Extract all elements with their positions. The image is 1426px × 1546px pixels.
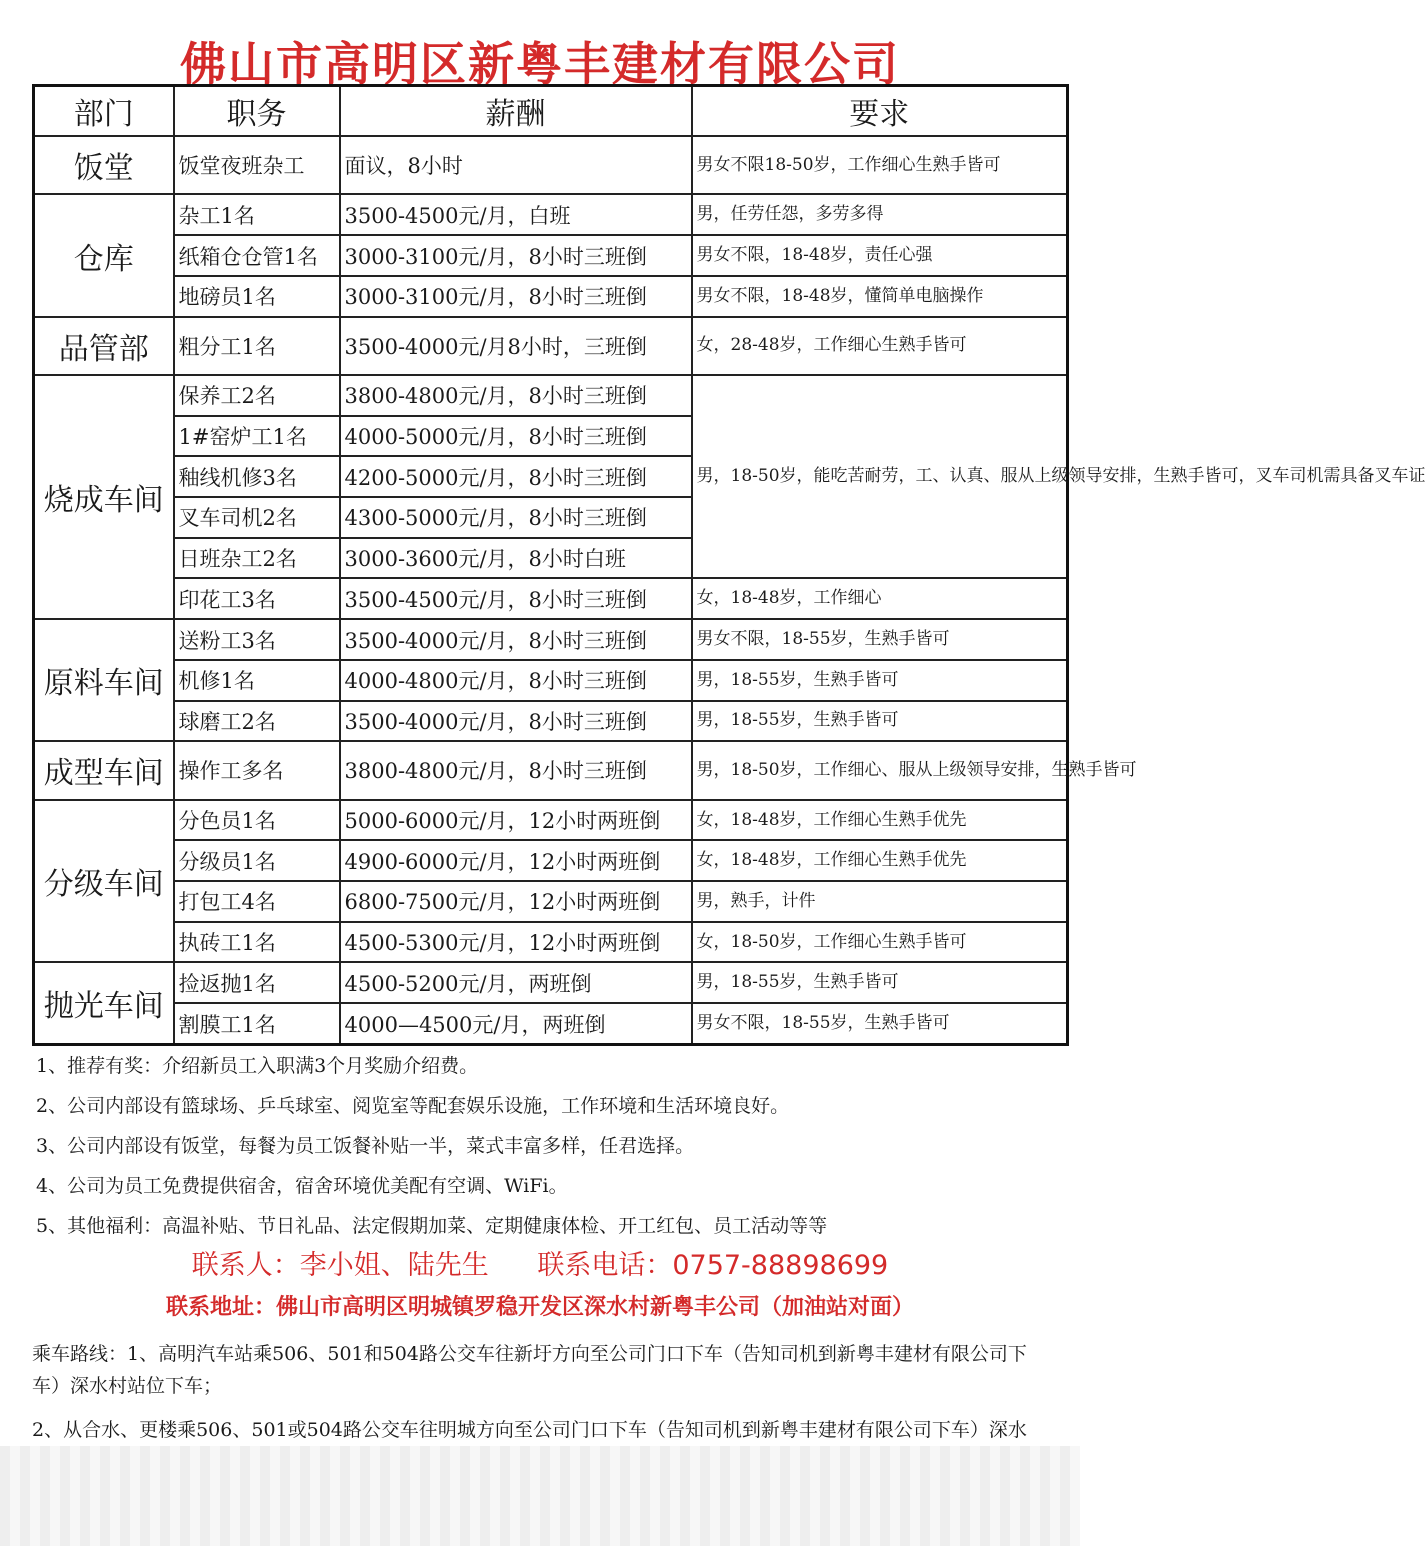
position-cell: 捡返抛1名 [174, 962, 340, 1003]
requirement-cell: 男女不限，18-48岁，懂简单电脑操作 [692, 276, 1068, 317]
position-cell: 执砖工1名 [174, 922, 340, 963]
department-cell: 分级车间 [34, 800, 174, 963]
department-cell: 抛光车间 [34, 962, 174, 1044]
salary-cell: 4900-6000元/月，12小时两班倒 [340, 840, 692, 881]
table-row [34, 741, 1068, 799]
position-cell: 球磨工2名 [174, 701, 340, 742]
table-header-row [34, 86, 1068, 137]
requirement-cell: 女，18-48岁，工作细心 [692, 578, 1068, 619]
table-row [34, 800, 1068, 841]
salary-cell: 4300-5000元/月，8小时三班倒 [340, 497, 692, 538]
contact-line [0, 1244, 1080, 1288]
position-cell: 釉线机修3名 [174, 456, 340, 497]
position-cell: 分级员1名 [174, 840, 340, 881]
requirement-cell: 男女不限18-50岁，工作细心生熟手皆可 [692, 136, 1068, 194]
position-cell: 割膜工1名 [174, 1003, 340, 1044]
position-cell: 饭堂夜班杂工 [174, 136, 340, 194]
position-cell: 机修1名 [174, 660, 340, 701]
salary-cell: 3500-4000元/月8小时，三班倒 [340, 317, 692, 375]
position-cell: 送粉工3名 [174, 619, 340, 660]
position-cell: 纸箱仓仓管1名 [174, 235, 340, 276]
requirement-cell: 男女不限，18-48岁，责任心强 [692, 235, 1068, 276]
contact-person: 联系人：李小姐、陆先生 [191, 1250, 489, 1281]
benefit-notes [36, 1046, 1056, 1246]
position-cell: 1#窑炉工1名 [174, 416, 340, 457]
note-item: 2、公司内部设有篮球场、乒乓球室、阅览室等配套娱乐设施，工作环境和生活环境良好。 [36, 1095, 790, 1117]
note-item: 5、其他福利：高温补贴、节日礼品、法定假期加菜、定期健康体检、开工红包、员工活动等等 [36, 1215, 828, 1237]
bottom-fade-overlay [0, 1446, 1080, 1546]
requirement-cell: 女，28-48岁，工作细心生熟手皆可 [692, 317, 1068, 375]
table-row [34, 317, 1068, 375]
note-item: 4、公司为员工免费提供宿舍，宿舍环境优美配有空调、WiFi。 [36, 1175, 568, 1197]
header-position: 职务 [174, 86, 340, 137]
department-cell: 成型车间 [34, 741, 174, 799]
salary-cell: 4500-5300元/月，12小时两班倒 [340, 922, 692, 963]
table-row [34, 375, 1068, 416]
position-cell: 地磅员1名 [174, 276, 340, 317]
requirement-cell: 男，任劳任怨，多劳多得 [692, 194, 1068, 235]
table-row [34, 136, 1068, 194]
salary-cell: 3500-4000元/月，8小时三班倒 [340, 701, 692, 742]
table-row [34, 1003, 1068, 1044]
department-cell: 原料车间 [34, 619, 174, 741]
job-table [32, 84, 1426, 1046]
bus-route-1: 乘车路线：1、高明汽车站乘506、501和504路公交车往新圩方向至公司门口下车（告知司机到新粤丰建材有限公司下车）深水村站位下车； [32, 1343, 1027, 1397]
salary-cell: 4500-5200元/月，两班倒 [340, 962, 692, 1003]
requirement-cell: 男女不限，18-55岁，生熟手皆可 [692, 619, 1068, 660]
page-title: 佛山市高明区新粤丰建材有限公司 [180, 37, 900, 91]
requirement-cell: 男，18-55岁，生熟手皆可 [692, 962, 1068, 1003]
salary-cell: 3000-3600元/月，8小时白班 [340, 538, 692, 579]
department-cell: 饭堂 [34, 136, 174, 194]
requirement-cell: 男，18-55岁，生熟手皆可 [692, 660, 1068, 701]
salary-cell: 6800-7500元/月，12小时两班倒 [340, 881, 692, 922]
salary-cell: 5000-6000元/月，12小时两班倒 [340, 800, 692, 841]
salary-cell: 3000-3100元/月，8小时三班倒 [340, 235, 692, 276]
table-row [34, 194, 1068, 235]
table-row [34, 840, 1068, 881]
header-requirement: 要求 [692, 86, 1068, 137]
contact-phone: 联系电话：0757-88898699 [537, 1250, 889, 1281]
requirement-cell: 男，熟手，计件 [692, 881, 1068, 922]
position-cell: 印花工3名 [174, 578, 340, 619]
table-row [34, 235, 1068, 276]
salary-cell: 3500-4500元/月，白班 [340, 194, 692, 235]
position-cell: 杂工1名 [174, 194, 340, 235]
position-cell: 粗分工1名 [174, 317, 340, 375]
table-row [34, 276, 1068, 317]
department-cell: 烧成车间 [34, 375, 174, 619]
requirement-cell: 男女不限，18-55岁，生熟手皆可 [692, 1003, 1068, 1044]
salary-cell: 3800-4800元/月，8小时三班倒 [340, 741, 692, 799]
requirement-cell: 女，18-50岁，工作细心生熟手皆可 [692, 922, 1068, 963]
position-cell: 操作工多名 [174, 741, 340, 799]
table-row [34, 701, 1068, 742]
position-cell: 打包工4名 [174, 881, 340, 922]
salary-cell: 4200-5000元/月，8小时三班倒 [340, 456, 692, 497]
requirement-cell: 男，18-55岁，生熟手皆可 [692, 701, 1068, 742]
salary-cell: 3500-4000元/月，8小时三班倒 [340, 619, 692, 660]
table-row [34, 619, 1068, 660]
bus-route-2: 2、从合水、更楼乘506、501或504路公交车往明城方向至公司门口下车（告知司机到新粤丰建材有限公司下车）深水 [32, 1419, 1027, 1441]
table-row [34, 881, 1068, 922]
salary-cell: 3500-4500元/月，8小时三班倒 [340, 578, 692, 619]
contact-address: 联系地址：佛山市高明区明城镇罗稳开发区深水村新粤丰公司（加油站对面） [165, 1295, 914, 1320]
note-item: 1、推荐有奖：介绍新员工入职满3个月奖励介绍费。 [36, 1055, 479, 1077]
table-row [34, 660, 1068, 701]
header-department: 部门 [34, 86, 174, 137]
department-cell: 仓库 [34, 194, 174, 316]
department-cell: 品管部 [34, 317, 174, 375]
position-cell: 保养工2名 [174, 375, 340, 416]
requirement-cell: 女，18-48岁，工作细心生熟手优先 [692, 840, 1068, 881]
salary-cell: 4000-4800元/月，8小时三班倒 [340, 660, 692, 701]
salary-cell: 4000—4500元/月，两班倒 [340, 1003, 692, 1044]
table-row [34, 578, 1068, 619]
salary-cell: 3000-3100元/月，8小时三班倒 [340, 276, 692, 317]
position-cell: 日班杂工2名 [174, 538, 340, 579]
note-item: 3、公司内部设有饭堂，每餐为员工饭餐补贴一半，菜式丰富多样，任君选择。 [36, 1135, 695, 1157]
requirement-cell: 男，18-50岁，工作细心、服从上级领导安排，生熟手皆可 [692, 741, 1068, 799]
position-cell: 叉车司机2名 [174, 497, 340, 538]
salary-cell: 3800-4800元/月，8小时三班倒 [340, 375, 692, 416]
salary-cell: 面议，8小时 [340, 136, 692, 194]
requirement-cell: 男，18-50岁，能吃苦耐劳，工、认真、服从上级领导安排，生熟手皆可，叉车司机需具备叉车证 [692, 375, 1068, 578]
salary-cell: 4000-5000元/月，8小时三班倒 [340, 416, 692, 457]
requirement-cell: 女，18-48岁，工作细心生熟手优先 [692, 800, 1068, 841]
table-row [34, 922, 1068, 963]
header-salary: 薪酬 [340, 86, 692, 137]
position-cell: 分色员1名 [174, 800, 340, 841]
table-row [34, 962, 1068, 1003]
